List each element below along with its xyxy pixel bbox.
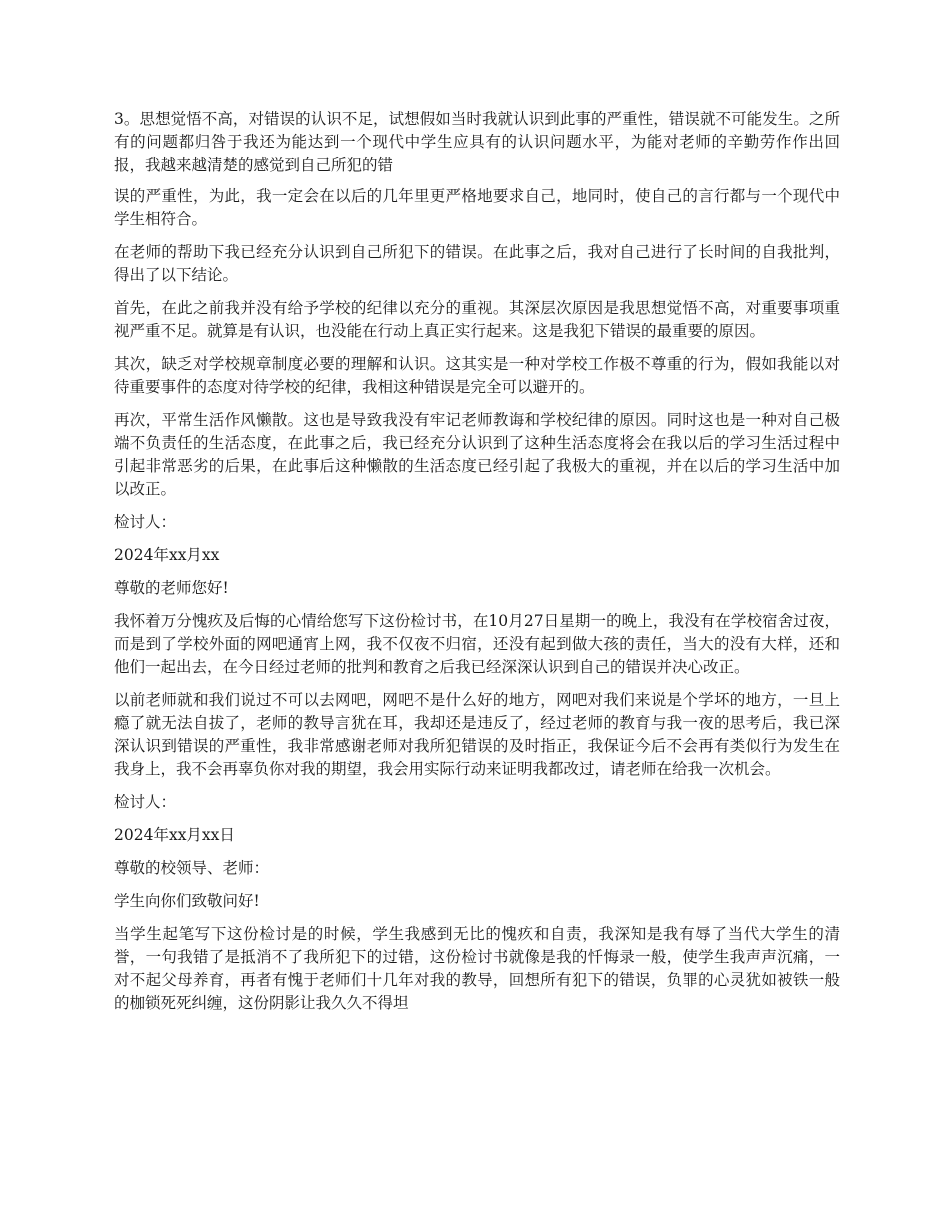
- paragraph-5: 其次，缺乏对学校规章制度必要的理解和认识。这其实是一种对学校工作极不尊重的行为，假如我能以对待重要事件的态度对待学校的纪律，我相这种错误是完全可以避开的。: [114, 355, 840, 396]
- document-page: [114, 108, 840, 1025]
- date-line-2: 2024年xx月xx日: [114, 826, 235, 844]
- paragraph-4: 首先，在此之前我并没有给予学校的纪律以充分的重视。其深层次原因是我思想觉悟不高，对重要事项重视严重不足。就算是有认识，也没能在行动上真正实行起来。这是我犯下错误的最重要的原因。: [114, 299, 840, 340]
- paragraph-9: 当学生起笔写下这份检讨是的时候，学生我感到无比的愧疚和自责，我深知是我有辱了当代大学生的清誉，一句我错了是抵消不了我所犯下的过错，这份检讨书就像是我的忏悔录一般，使学生我声声沉痛，一对不起父母养育，再者有愧于老师们十几年对我的教导，回想所有犯下的错误，负罪的心灵犹如被铁一般的枷锁死死纠缠，这份阴影让我久久不得坦: [114, 925, 840, 1012]
- salutation: 尊敬的老师您好!: [114, 579, 229, 597]
- paragraph-6: 再次，平常生活作风懒散。这也是导致我没有牢记老师教诲和学校纪律的原因。同时这也是一种对自己极端不负责任的生活态度，在此事之后，我已经充分认识到了这种生活态度将会在我以后的学习生活过程中引起非常恶劣的后果，在此事后这种懒散的生活态度已经引起了我极大的重视，并在以后的学习生活中加以改正。: [114, 411, 840, 498]
- paragraph-7: 我怀着万分愧疚及后悔的心情给您写下这份检讨书，在10月27日星期一的晚上，我没有在学校宿舍过夜，而是到了学校外面的网吧通宵上网，我不仅夜不归宿，还没有起到做大孩的责任，当大的没有大样，还和他们一起出去，在今日经过老师的批判和教育之后我已经深深认识到自己的错误并决心改正。: [114, 612, 840, 676]
- signature-label-2: 检讨人：: [114, 793, 177, 811]
- paragraph-8: 以前老师就和我们说过不可以去网吧，网吧不是什么好的地方，网吧对我们来说是个学坏的地方，一旦上瘾了就无法自拔了，老师的教导言犹在耳，我却还是违反了，经过老师的教育与我一夜的思考后，我已深深认识到错误的严重性，我非常感谢老师对我所犯错误的及时指正，我保证今后不会再有类似行为发生在我身上，我不会再辜负你对我的期望，我会用实际行动来证明我都改过，请老师在给我一次机会。: [114, 691, 840, 778]
- signature-label: 检讨人：: [114, 513, 177, 531]
- paragraph-1: 3。思想觉悟不高，对错误的认识不足，试想假如当时我就认识到此事的严重性，错误就不可能发生。之所有的问题都归咎于我还为能达到一个现代中学生应具有的认识问题水平，为能对老师的辛勤劳作作出回报，我越来越清楚的感觉到自己所犯的错: [114, 110, 840, 174]
- salutation-2: 尊敬的校领导、老师：: [114, 859, 270, 877]
- paragraph-3: 在老师的帮助下我已经充分认识到自己所犯下的错误。在此事之后，我对自己进行了长时间的自我批判，得出了以下结论。: [114, 243, 840, 284]
- greeting: 学生向你们致敬问好!: [114, 892, 260, 910]
- date-line: 2024年xx月xx: [114, 546, 220, 564]
- paragraph-2: 误的严重性，为此，我一定会在以后的几年里更严格地要求自己，地同时，使自己的言行都与一个现代中学生相符合。: [114, 187, 840, 228]
